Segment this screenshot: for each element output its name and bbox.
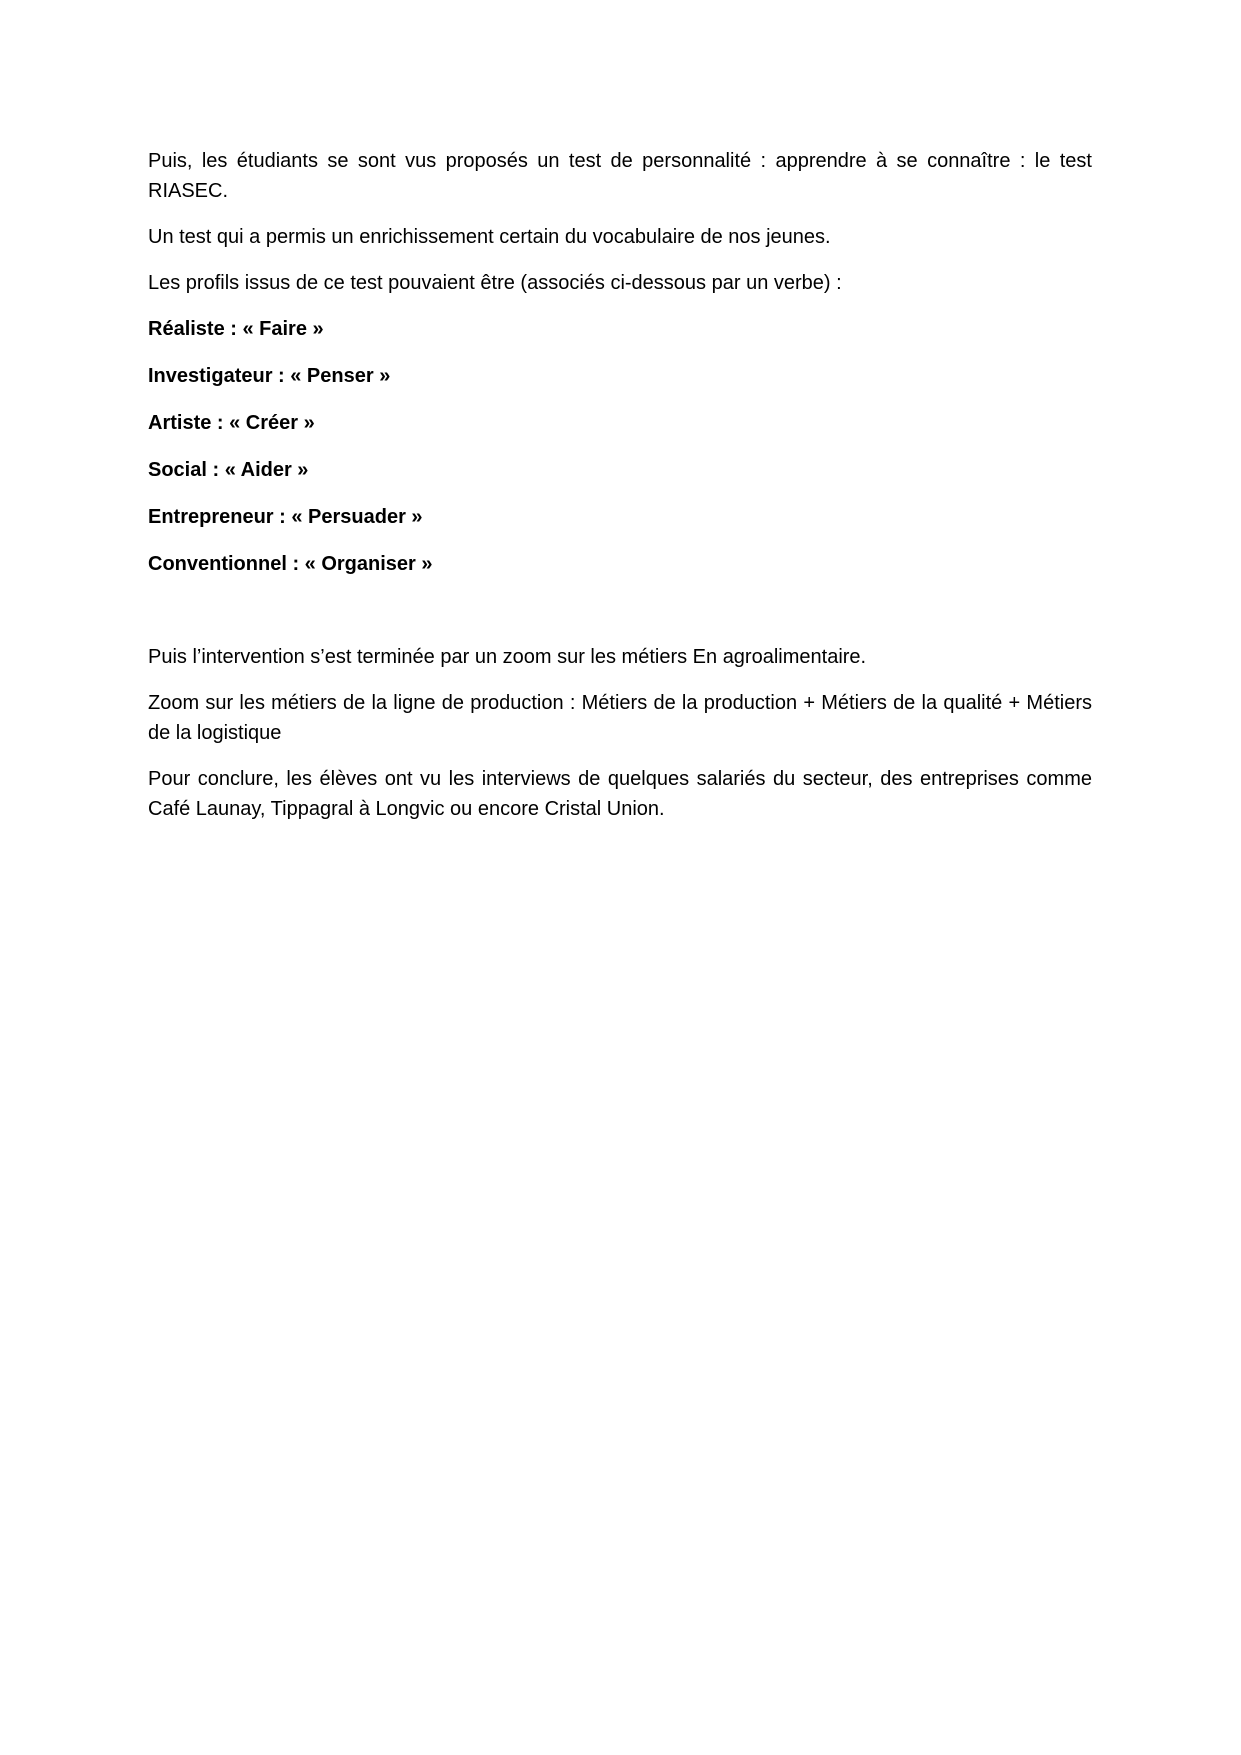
conclusion-paragraph-production: Zoom sur les métiers de la ligne de production : Métiers de la production + Métiers de la qualité + Métiers de la logistique xyxy=(148,692,1092,744)
profile-item-investigateur: Investigateur : « Penser » xyxy=(148,365,391,387)
document-body xyxy=(148,146,1092,840)
intro-paragraph-profiles: Les profils issus de ce test pouvaient être (associés ci-dessous par un verbe) : xyxy=(148,272,842,294)
profile-item-social: Social : « Aider » xyxy=(148,459,309,481)
profile-item-entrepreneur: Entrepreneur : « Persuader » xyxy=(148,506,423,528)
intro-paragraph-riasec: Puis, les étudiants se sont vus proposés un test de personnalité : apprendre à se connaître : le test RIASEC. xyxy=(148,150,1092,202)
blank-line xyxy=(148,596,1092,642)
profile-list xyxy=(148,314,1092,579)
conclusion-paragraph-interviews: Pour conclure, les élèves ont vu les interviews de quelques salariés du secteur, des entreprises comme Café Launay, Tippagral à Longvic ou encore Cristal Union. xyxy=(148,768,1092,820)
profile-item-conventionnel: Conventionnel : « Organiser » xyxy=(148,553,433,575)
conclusion-paragraph-zoom: Puis l’intervention s’est terminée par un zoom sur les métiers En agroalimentaire. xyxy=(148,646,867,668)
intro-paragraph-vocabulary: Un test qui a permis un enrichissement certain du vocabulaire de nos jeunes. xyxy=(148,226,831,248)
profile-item-artiste: Artiste : « Créer » xyxy=(148,412,315,434)
profile-item-realiste: Réaliste : « Faire » xyxy=(148,318,324,340)
